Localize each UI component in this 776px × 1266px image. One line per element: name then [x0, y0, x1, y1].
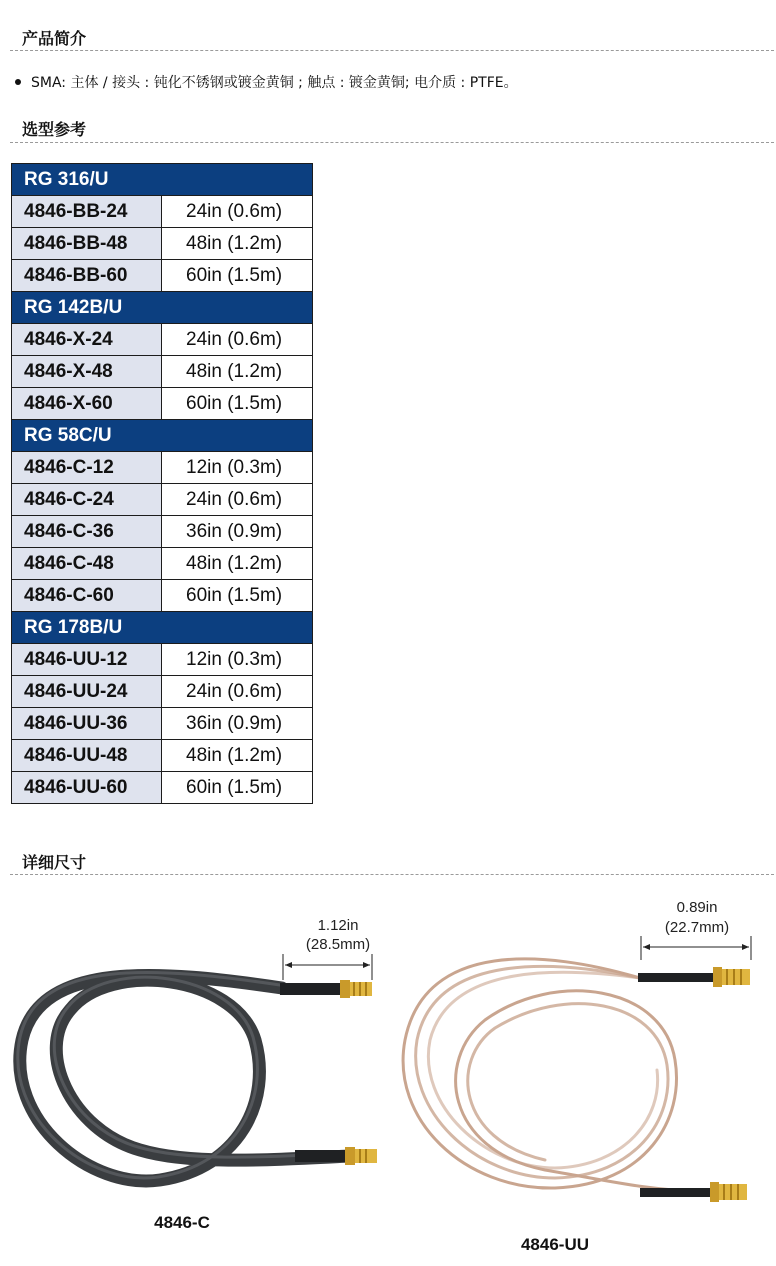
- part-number-cell: 4846-C-36: [12, 516, 162, 548]
- cable-4846-c: [18, 972, 350, 1181]
- intro-text: SMA: 主体 / 接头 : 钝化不锈钢或镀金黄铜 ; 触点 : 镀金黄铜; 电介质 : PTFE。: [31, 75, 518, 91]
- cable-type-label: RG 316/U: [12, 164, 313, 196]
- dimension-mm: (28.5mm): [305, 936, 371, 953]
- sma-connector-top: [280, 980, 372, 998]
- part-number-cell: 4846-UU-60: [12, 772, 162, 804]
- selection-heading: 选型参考: [22, 120, 87, 139]
- table-group-header: [12, 420, 313, 452]
- table-row: [12, 196, 313, 228]
- length-cell: 24in (0.6m): [162, 196, 313, 228]
- table-row: [12, 548, 313, 580]
- table-row: [12, 228, 313, 260]
- length-cell: 48in (1.2m): [162, 740, 313, 772]
- table-row: [12, 388, 313, 420]
- length-cell: 36in (0.9m): [162, 708, 313, 740]
- part-number-cell: 4846-UU-24: [12, 676, 162, 708]
- length-cell: 12in (0.3m): [162, 452, 313, 484]
- length-cell: 48in (1.2m): [162, 548, 313, 580]
- length-cell: 60in (1.5m): [162, 772, 313, 804]
- dimension-inches: 0.89in: [676, 899, 718, 916]
- part-number-cell: 4846-BB-48: [12, 228, 162, 260]
- table-row: [12, 580, 313, 612]
- selection-table: [11, 163, 313, 804]
- length-cell: 60in (1.5m): [162, 260, 313, 292]
- table-row: [12, 484, 313, 516]
- dimension-marker: [641, 899, 751, 960]
- length-cell: 24in (0.6m): [162, 324, 313, 356]
- table-row: [12, 708, 313, 740]
- dimension-inches: 1.12in: [317, 917, 359, 934]
- length-cell: 24in (0.6m): [162, 484, 313, 516]
- intro-heading: 产品简介: [22, 29, 87, 48]
- length-cell: 48in (1.2m): [162, 356, 313, 388]
- part-number-cell: 4846-UU-36: [12, 708, 162, 740]
- length-cell: 36in (0.9m): [162, 516, 313, 548]
- part-number-cell: 4846-X-60: [12, 388, 162, 420]
- table-row: [12, 324, 313, 356]
- sma-connector-bottom: [640, 1182, 747, 1202]
- divider: [10, 142, 774, 143]
- table-row: [12, 452, 313, 484]
- length-cell: 24in (0.6m): [162, 676, 313, 708]
- cable-type-label: RG 178B/U: [12, 612, 313, 644]
- part-number-cell: 4846-C-12: [12, 452, 162, 484]
- sma-connector-top: [638, 967, 750, 987]
- intro-bullet-item: [15, 72, 518, 92]
- table-group-header: [12, 164, 313, 196]
- cable-figure-4846-c: [10, 900, 395, 1250]
- table-group-header: [12, 292, 313, 324]
- table-row: [12, 740, 313, 772]
- part-number-cell: 4846-C-24: [12, 484, 162, 516]
- table-row: [12, 516, 313, 548]
- cable-type-label: RG 142B/U: [12, 292, 313, 324]
- table-row: [12, 772, 313, 804]
- table-group-header: [12, 612, 313, 644]
- dimension-mm: (22.7mm): [664, 919, 730, 936]
- length-cell: 60in (1.5m): [162, 580, 313, 612]
- part-number-cell: 4846-BB-60: [12, 260, 162, 292]
- figure-caption: 4846-C: [154, 1213, 210, 1232]
- dimensions-heading: 详细尺寸: [22, 853, 87, 872]
- part-number-cell: 4846-X-24: [12, 324, 162, 356]
- length-cell: 48in (1.2m): [162, 228, 313, 260]
- part-number-cell: 4846-UU-12: [12, 644, 162, 676]
- table-row: [12, 644, 313, 676]
- cable-figure-4846-uu: [395, 890, 770, 1260]
- table-row: [12, 356, 313, 388]
- divider: [10, 50, 774, 51]
- divider: [10, 874, 774, 875]
- table-row: [12, 260, 313, 292]
- part-number-cell: 4846-UU-48: [12, 740, 162, 772]
- figure-caption: 4846-UU: [520, 1235, 590, 1254]
- cable-4846-uu: [403, 959, 705, 1192]
- dimension-marker: [283, 917, 372, 980]
- cable-type-label: RG 58C/U: [12, 420, 313, 452]
- length-cell: 60in (1.5m): [162, 388, 313, 420]
- length-cell: 12in (0.3m): [162, 644, 313, 676]
- part-number-cell: 4846-X-48: [12, 356, 162, 388]
- part-number-cell: 4846-C-60: [12, 580, 162, 612]
- part-number-cell: 4846-C-48: [12, 548, 162, 580]
- table-row: [12, 676, 313, 708]
- bullet-icon: [15, 79, 21, 85]
- part-number-cell: 4846-BB-24: [12, 196, 162, 228]
